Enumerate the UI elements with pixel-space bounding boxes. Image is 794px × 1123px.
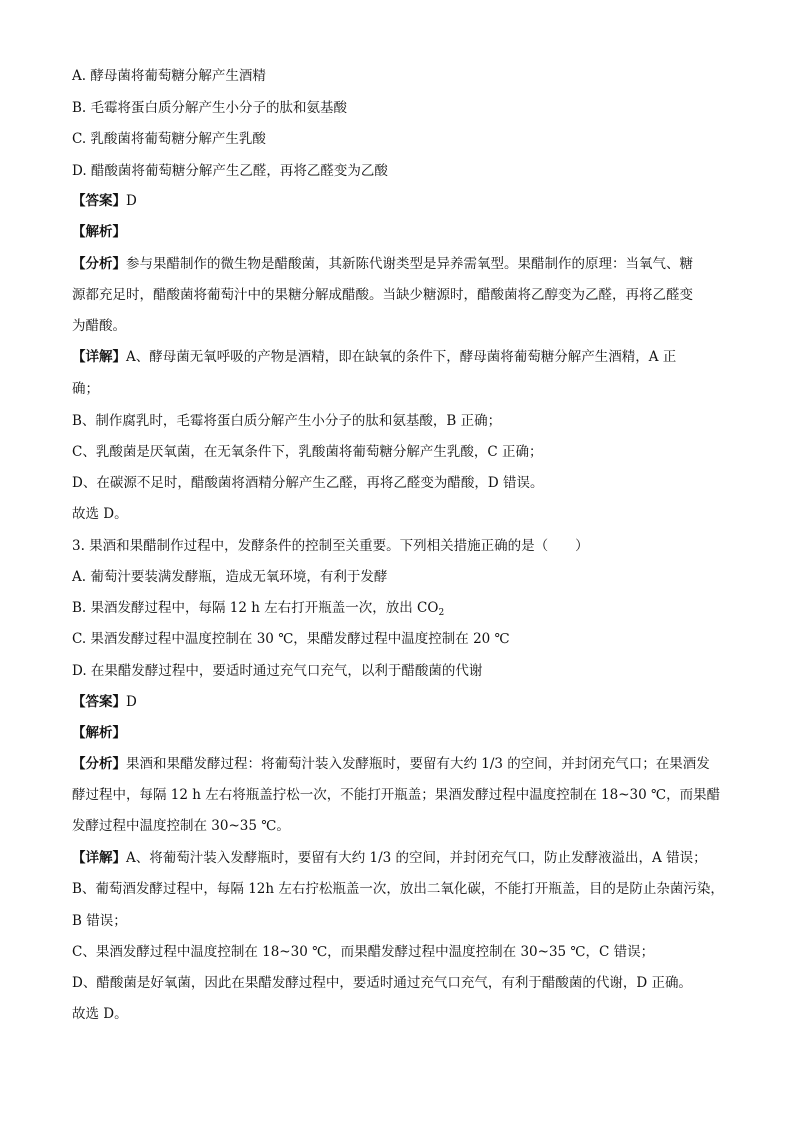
q3-option-b (72, 598, 444, 623)
jiexi-label: 【解析】 (72, 725, 126, 741)
q2-conclusion: 故选 D。 (72, 506, 128, 522)
q3-xiangjie-c: C、果酒发酵过程中温度控制在 18~30 ℃，而果醋发酵过程中温度控制在 30~35 ℃，C 错误； (72, 944, 655, 960)
q2-answer (72, 191, 137, 211)
q3-jiexi-heading (72, 723, 126, 743)
q2-fenxi-line2: 源都充足时，醋酸菌将葡萄汁中的果糖分解成醋酸。当缺少糖源时，醋酸菌将乙醇变为乙醛，再将乙醛变 (72, 287, 693, 303)
q3-xiangjie-a (72, 848, 707, 868)
answer-label: 【答案】 (72, 193, 126, 209)
q3-answer (72, 692, 137, 712)
q3-option-b-subscript: 2 (438, 608, 445, 618)
q2-option-a: A. 酵母菌将葡萄糖分解产生酒精 (72, 68, 266, 84)
answer-value: D (126, 193, 137, 209)
q3-xiangjie-d: D、醋酸菌是好氧菌，因此在果醋发酵过程中，要适时通过充气口充气，有利于醋酸菌的代谢，D 正确。 (72, 975, 692, 991)
answer-label: 【答案】 (72, 694, 126, 710)
q2-xiangjie-a1 (72, 347, 676, 367)
q2-fenxi-line1 (72, 254, 693, 274)
q3-option-d: D. 在果醋发酵过程中，要适时通过充气口充气，以利于醋酸菌的代谢 (72, 663, 483, 679)
q3-xiangjie-b2: B 错误； (72, 913, 127, 929)
q2-option-c: C. 乳酸菌将葡萄糖分解产生乳酸 (72, 131, 266, 147)
q2-xiangjie-b: B、制作腐乳时，毛霉将蛋白质分解产生小分子的肽和氨基酸，B 正确； (72, 413, 502, 429)
q3-option-c: C. 果酒发酵过程中温度控制在 30 ℃，果醋发酵过程中温度控制在 20 ℃ (72, 631, 510, 647)
fenxi-text: 参与果醋制作的微生物是醋酸菌，其新陈代谢类型是异养需氧型。果醋制作的原理：当氧气、糖 (126, 256, 693, 272)
fenxi-label: 【分析】 (72, 256, 126, 272)
q3-option-a: A. 葡萄汁要装满发酵瓶，造成无氧环境，有利于发酵 (72, 569, 388, 585)
xiangjie-text: A、将葡萄汁装入发酵瓶时，要留有大约 1/3 的空间，并封闭充气口，防止发酵液溢出，A 错误； (126, 850, 707, 866)
q3-option-b-text: B. 果酒发酵过程中，每隔 12 h 左右打开瓶盖一次，放出 CO (72, 600, 439, 616)
jiexi-label: 【解析】 (72, 224, 126, 240)
q3-xiangjie-b1: B、葡萄酒发酵过程中，每隔 12h 左右拧松瓶盖一次，放出二氧化碳，不能打开瓶盖，目的是防止杂菌污染， (72, 881, 724, 897)
fenxi-text: 果酒和果醋发酵过程：将葡萄汁装入发酵瓶时，要留有大约 1/3 的空间，并封闭充气口；在果酒发 (126, 756, 710, 772)
q2-jiexi-heading (72, 222, 126, 242)
q3-fenxi-line1 (72, 754, 710, 774)
q2-option-d: D. 醋酸菌将葡萄糖分解产生乙醛，再将乙醛变为乙酸 (72, 163, 388, 179)
q2-xiangjie-a2: 确； (72, 381, 99, 397)
fenxi-label: 【分析】 (72, 756, 126, 772)
q3-stem: 3. 果酒和果醋制作过程中，发酵条件的控制至关重要。下列相关措施正确的是（ ） (72, 538, 589, 554)
xiangjie-label: 【详解】 (72, 349, 126, 365)
q2-option-b: B. 毛霉将蛋白质分解产生小分子的肽和氨基酸 (72, 100, 348, 116)
q2-xiangjie-d: D、在碳源不足时，醋酸菌将酒精分解产生乙醛，再将乙醛变为醋酸，D 错误。 (72, 475, 544, 491)
q3-fenxi-line2: 酵过程中，每隔 12 h 左右将瓶盖拧松一次，不能打开瓶盖；果酒发酵过程中温度控制在 18~30 ℃，而果醋 (72, 787, 721, 803)
xiangjie-label: 【详解】 (72, 850, 126, 866)
answer-value: D (126, 694, 137, 710)
q2-xiangjie-c: C、乳酸菌是厌氧菌，在无氧条件下，乳酸菌将葡萄糖分解产生乳酸，C 正确； (72, 444, 543, 460)
q3-conclusion: 故选 D。 (72, 1006, 128, 1022)
q3-fenxi-line3: 发酵过程中温度控制在 30~35 ℃。 (72, 818, 290, 834)
xiangjie-text: A、酵母菌无氧呼吸的产物是酒精，即在缺氧的条件下，酵母菌将葡萄糖分解产生酒精，A 正 (126, 349, 677, 365)
q2-fenxi-line3: 为醋酸。 (72, 318, 126, 334)
